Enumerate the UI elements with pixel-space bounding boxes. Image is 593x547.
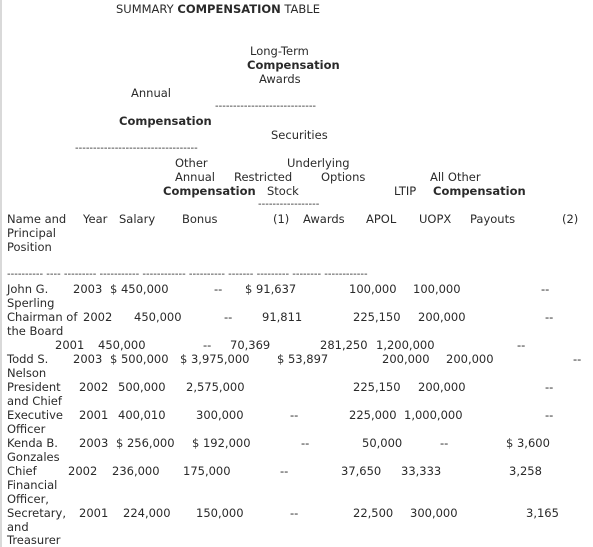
title-bold: COMPENSATION <box>177 2 281 16</box>
header-divider-long-term: ---------------------------- <box>215 101 317 112</box>
table-row-stock: $ 53,897 <box>277 352 329 366</box>
table-row-apol: 100,000 <box>349 282 397 296</box>
title-suffix: TABLE <box>280 2 320 16</box>
table-row-stock: -- <box>280 464 289 478</box>
table-row-bonus: 300,000 <box>196 408 244 422</box>
table-row-apol: 22,500 <box>353 506 394 520</box>
table-row-year: 2003 <box>73 282 103 296</box>
header-securities: Securities <box>271 128 328 142</box>
table-row-year: 2001 <box>79 506 109 520</box>
table-row-name: John G. <box>7 282 49 296</box>
table-row-apol: 281,250 <box>320 338 368 352</box>
table-row-uopx: 100,000 <box>413 282 461 296</box>
header-ltip: LTIP <box>394 184 417 198</box>
table-row-name-cont: Treasurer <box>7 533 61 547</box>
table-row-name-cont: Officer, <box>7 492 49 506</box>
table-row-bonus: 150,000 <box>196 506 244 520</box>
header-compensation-other: Compensation <box>163 184 256 198</box>
col-payouts: Payouts <box>470 212 516 226</box>
table-row-year: 2002 <box>68 464 98 478</box>
col-note-1: (1) <box>273 212 290 226</box>
table-row-name: President <box>7 380 61 394</box>
header-annual: Annual <box>131 86 171 100</box>
table-row-year: 2002 <box>79 380 109 394</box>
table-row-name: Chief <box>7 464 37 478</box>
table-row-salary: $ 256,000 <box>116 436 175 450</box>
table-row-salary: 400,010 <box>118 408 166 422</box>
table-row-year: 2001 <box>55 338 85 352</box>
col-awards: Awards <box>303 212 345 226</box>
table-row-salary: 500,000 <box>118 380 166 394</box>
table-row-apol: 225,150 <box>353 310 401 324</box>
col-principal: Principal <box>7 226 57 240</box>
table-row-bonus: 175,000 <box>183 464 231 478</box>
table-row-name-cont: Sperling <box>7 296 55 310</box>
table-row-bonus: 2,575,000 <box>186 380 245 394</box>
table-row-salary: 236,000 <box>112 464 160 478</box>
col-note-2: (2) <box>562 212 579 226</box>
table-row-bonus: -- <box>214 282 223 296</box>
table-row-uopx: 1,000,000 <box>404 408 463 422</box>
header-compensation-lt: Compensation <box>247 58 340 72</box>
header-awards: Awards <box>259 72 301 86</box>
table-separator: ---------- ---- --------- ----------- ------------ ---------- ------- --------- -------- ------------ <box>7 269 368 280</box>
header-options: Options <box>321 170 366 184</box>
table-row-uopx: 1,200,000 <box>376 338 435 352</box>
table-row-name: Secretary, <box>7 506 66 520</box>
table-row-apol: 225,150 <box>353 380 401 394</box>
table-row-salary: $ 450,000 <box>110 282 169 296</box>
table-row-apol: 50,000 <box>362 436 403 450</box>
table-row-uopx: 300,000 <box>410 506 458 520</box>
table-row-stock: $ 91,637 <box>245 282 297 296</box>
table-row-other: -- <box>541 282 550 296</box>
title-prefix: SUMMARY <box>116 2 178 16</box>
table-row-other: -- <box>517 338 526 352</box>
table-row-name-cont: the Board <box>7 324 64 338</box>
header-compensation-annual: Compensation <box>119 114 212 128</box>
table-title <box>116 2 320 16</box>
table-row-stock: 70,369 <box>230 338 271 352</box>
header-stock: Stock <box>267 184 299 198</box>
table-row-apol: 225,000 <box>349 408 397 422</box>
header-divider-annual: ---------------------------------- <box>75 143 198 154</box>
left-border <box>0 0 2 547</box>
table-row-salary: 224,000 <box>123 506 171 520</box>
col-apol: APOL <box>366 212 397 226</box>
table-row-bonus: -- <box>224 310 233 324</box>
table-row-stock: 91,811 <box>262 310 303 324</box>
table-row-salary: $ 500,000 <box>110 352 169 366</box>
table-row-salary: 450,000 <box>134 310 182 324</box>
table-row-name-cont: Nelson <box>7 366 47 380</box>
table-row-bonus: $ 192,000 <box>192 436 251 450</box>
table-row-apol: 200,000 <box>382 352 430 366</box>
table-row-bonus: -- <box>203 338 212 352</box>
table-row-name: Executive <box>7 408 63 422</box>
table-row-uopx: 200,000 <box>446 352 494 366</box>
col-uopx: UOPX <box>419 212 452 226</box>
table-row-year: 2001 <box>79 408 109 422</box>
header-long-term: Long-Term <box>250 44 309 58</box>
table-row-salary: 450,000 <box>98 338 146 352</box>
table-row-name: Chairman of <box>7 310 78 324</box>
col-salary: Salary <box>119 212 156 226</box>
header-underlying: Underlying <box>287 156 350 170</box>
header-all-other: All Other <box>430 170 481 184</box>
table-row-year: 2003 <box>73 352 103 366</box>
table-row-bonus: $ 3,975,000 <box>180 352 250 366</box>
table-row-name: Todd S. <box>7 352 49 366</box>
col-name-and: Name and <box>7 212 67 226</box>
col-position: Position <box>7 240 52 254</box>
table-row-year: 2003 <box>79 436 109 450</box>
table-row-year: 2002 <box>83 310 113 324</box>
table-row-other: 3,165 <box>526 506 559 520</box>
header-restricted: Restricted <box>234 170 293 184</box>
table-row-stock: -- <box>301 436 310 450</box>
table-row-uopx: 200,000 <box>418 310 466 324</box>
table-row-name: Kenda B. <box>7 436 58 450</box>
table-row-other: -- <box>545 380 554 394</box>
col-bonus: Bonus <box>182 212 218 226</box>
table-row-stock: -- <box>290 506 299 520</box>
header-other: Other <box>175 156 208 170</box>
table-row-uopx: -- <box>440 436 449 450</box>
table-row-other: -- <box>573 352 582 366</box>
table-row-stock: -- <box>290 408 299 422</box>
table-row-uopx: 33,333 <box>401 464 442 478</box>
table-row-other: 3,258 <box>509 464 542 478</box>
table-row-uopx: 200,000 <box>418 380 466 394</box>
table-row-name-cont: and Chief <box>7 394 62 408</box>
table-row-apol: 37,650 <box>341 464 382 478</box>
table-row-other: $ 3,600 <box>506 436 550 450</box>
table-row-name-cont: Officer <box>7 422 46 436</box>
col-year: Year <box>83 212 108 226</box>
table-row-other: -- <box>545 408 554 422</box>
header-annual-2: Annual <box>175 170 215 184</box>
table-row-name-cont: and <box>7 520 29 534</box>
header-compensation-all-other: Compensation <box>433 184 526 198</box>
header-divider-stock: ----------------- <box>258 199 320 210</box>
table-row-name-cont: Financial <box>7 478 58 492</box>
table-row-name-cont: Gonzales <box>7 450 60 464</box>
table-row-other: -- <box>545 310 554 324</box>
